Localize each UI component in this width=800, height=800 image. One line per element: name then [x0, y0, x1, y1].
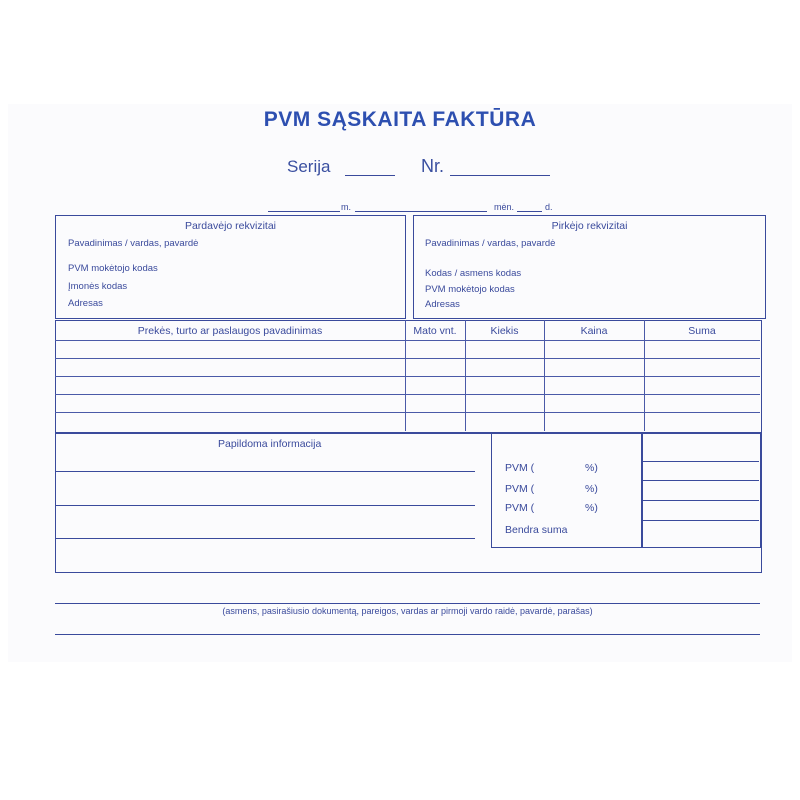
- extra-info-line[interactable]: [55, 505, 475, 506]
- table-row-line: [55, 340, 760, 341]
- date-day-suffix: d.: [545, 202, 553, 212]
- vat-row-1-percent: %): [585, 462, 598, 474]
- buyer-vat-code-field: PVM mokėtojo kodas: [425, 284, 515, 295]
- col-header-price: Kaina: [580, 325, 608, 337]
- col-header-unit: Mato vnt.: [413, 325, 457, 337]
- series-label: Serija: [287, 157, 331, 176]
- signature-caption: (asmens, pasirašiusio dokumentą, pareigos, vardas ar pirmoji vardo raidė, pavardė, parašas): [222, 606, 593, 616]
- buyer-code-field: Kodas / asmens kodas: [425, 268, 522, 279]
- signature-line[interactable]: [55, 603, 760, 604]
- date-day-field[interactable]: [517, 211, 542, 212]
- vat-amount-line: [641, 480, 759, 481]
- vat-row-2-percent: %): [585, 483, 598, 495]
- vat-row-3-percent: %): [585, 502, 598, 514]
- vat-amount-line: [641, 520, 759, 521]
- invoice-title: PVM SĄSKAITA FAKTŪRA: [263, 108, 537, 131]
- number-label: Nr.: [421, 156, 445, 176]
- extra-info-line[interactable]: [55, 538, 475, 539]
- total-sum-label: Bendra suma: [505, 524, 568, 536]
- table-row-line: [55, 412, 760, 413]
- buyer-name-field: Pavadinimas / vardas, pavardė: [425, 238, 556, 249]
- table-row-line: [55, 394, 760, 395]
- col-header-sum: Suma: [688, 325, 716, 337]
- buyer-address-field: Adresas: [425, 299, 460, 310]
- series-field[interactable]: [345, 175, 395, 176]
- vat-amount-line: [641, 461, 759, 462]
- table-row-line: [55, 358, 760, 359]
- vat-row-1-label: PVM (: [505, 462, 535, 474]
- number-field[interactable]: [450, 175, 550, 176]
- seller-vat-code-field: PVM mokėtojo kodas: [68, 263, 158, 274]
- vat-row-2-label: PVM (: [505, 483, 535, 495]
- seller-name-field: Pavadinimas / vardas, pavardė: [68, 238, 199, 249]
- signature-line-2[interactable]: [55, 634, 760, 635]
- extra-info-line[interactable]: [55, 471, 475, 472]
- vat-row-3-label: PVM (: [505, 502, 535, 514]
- vat-amounts-box: [641, 433, 761, 548]
- seller-address-field: Adresas: [68, 298, 103, 309]
- vat-amount-line: [641, 500, 759, 501]
- date-year-suffix: m.: [341, 202, 351, 212]
- col-header-item: Prekės, turto ar paslaugos pavadinimas: [137, 325, 323, 337]
- seller-company-code-field: Įmonės kodas: [68, 281, 128, 292]
- table-row-line: [55, 376, 760, 377]
- date-month-suffix: mėn.: [494, 202, 515, 212]
- date-month-field[interactable]: [355, 211, 487, 212]
- col-header-qty: Kiekis: [490, 325, 519, 337]
- extra-info-heading: Papildoma informacija: [218, 438, 322, 450]
- buyer-heading: Pirkėjo rekvizitai: [551, 220, 628, 232]
- date-year-field[interactable]: [268, 211, 340, 212]
- seller-heading: Pardavėjo rekvizitai: [184, 220, 277, 232]
